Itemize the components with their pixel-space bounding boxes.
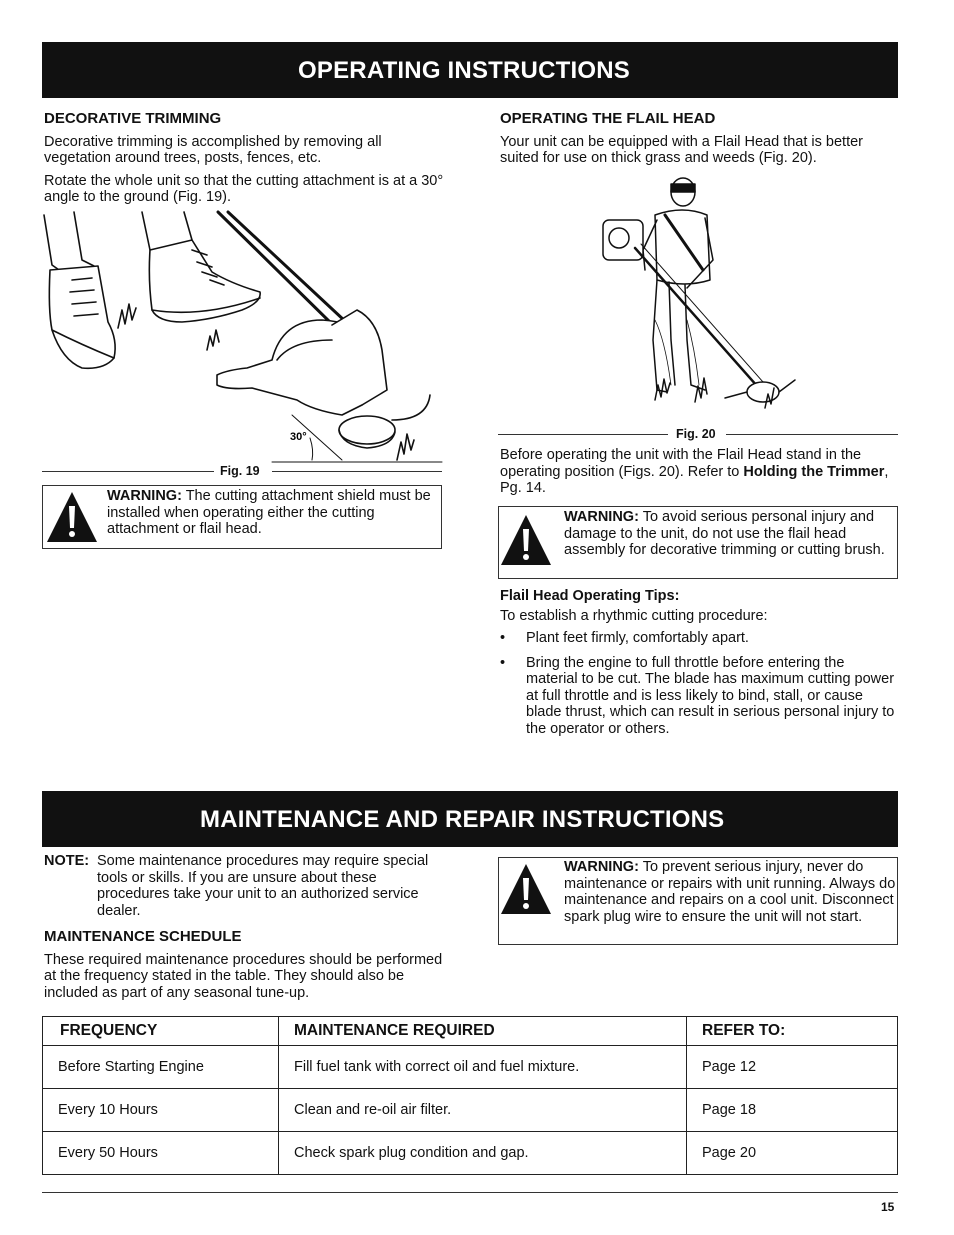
cell-maintenance: Check spark plug condition and gap.: [279, 1132, 687, 1175]
flail-warning-box: [498, 506, 898, 579]
warning-label: WARNING:: [564, 509, 639, 525]
note-text: Some maintenance procedures may require special tools or skills. If you are unsure about these procedures take your unit to an authorized service dealer.: [97, 853, 429, 919]
warning-icon: [499, 513, 553, 567]
cell-frequency: Every 50 Hours: [43, 1132, 279, 1175]
warning-label: WARNING:: [107, 488, 182, 504]
operating-title: OPERATING INSTRUCTIONS: [298, 57, 630, 84]
list-item: • Bring the engine to full throttle before entering the material to be cut. The blade has maximum cutting power at full throttle and is less likely to bind, stall, or cause blade thrust, which can result in serious personal injury to the operator or others.: [500, 655, 898, 738]
schedule-heading: MAINTENANCE SCHEDULE: [44, 928, 242, 945]
fig-20-caption: Fig. 20: [676, 427, 716, 441]
flail-tips-intro: To establish a rhythmic cutting procedure:: [500, 607, 768, 624]
decorative-paragraph-1: Decorative trimming is accomplished by removing all vegetation around trees, posts, fences, etc.: [44, 133, 382, 166]
fig-19-rule-left: [42, 471, 214, 472]
flail-tips-list: [500, 630, 898, 737]
table-header-row: [43, 1017, 898, 1046]
flail-p2-start: Before operating the unit with the Flail Head stand in the operating position (Figs. 20). Refer to: [500, 447, 862, 480]
table-row: [43, 1089, 898, 1132]
maintenance-title: MAINTENANCE AND REPAIR INSTRUCTIONS: [200, 806, 725, 833]
fig-19-angle-label: 30°: [290, 431, 307, 443]
decorative-section: [44, 111, 444, 212]
maintenance-left-column: [44, 853, 444, 1007]
decorative-paragraph-2: Rotate the whole unit so that the cutting attachment is at a 30° angle to the ground (Fig. 19).: [44, 172, 444, 205]
warning-icon: [499, 862, 553, 916]
list-item: • Plant feet firmly, comfortably apart.: [500, 630, 898, 647]
fig-19-rule-right: [272, 471, 442, 472]
flail-p2-end: , Pg. 14.: [500, 463, 889, 496]
cell-frequency: Before Starting Engine: [43, 1046, 279, 1089]
fig-20-rule-right: [726, 434, 898, 435]
decorative-heading: DECORATIVE TRIMMING: [44, 110, 222, 127]
cell-maintenance: Fill fuel tank with correct oil and fuel mixture.: [279, 1046, 687, 1089]
cell-frequency: Every 10 Hours: [43, 1089, 279, 1132]
fig-19-caption: Fig. 19: [220, 464, 260, 478]
maintenance-note: [44, 853, 444, 919]
table-row: [43, 1046, 898, 1089]
flail-paragraph-1: Your unit can be equipped with a Flail Head that is better suited for use on thick grass and weeds (Fig. 20).: [500, 133, 864, 166]
maintenance-table: [42, 1016, 898, 1175]
maintenance-warning-box: [498, 857, 898, 945]
header-refer: REFER TO:: [687, 1017, 898, 1046]
shield-warning-text: [107, 488, 439, 538]
flail-tips-section: [500, 588, 898, 745]
warning-body: The cutting attachment shield must be installed when operating either the cutting attachment or flail head.: [107, 488, 431, 537]
fig-19-illustration: [42, 210, 444, 465]
header-frequency: FREQUENCY: [43, 1017, 279, 1046]
cell-refer: Page 12: [687, 1046, 898, 1089]
flail-tips-heading: Flail Head Operating Tips:: [500, 588, 680, 604]
cell-maintenance: Clean and re-oil air filter.: [279, 1089, 687, 1132]
holding-trimmer-ref: Holding the Trimmer: [743, 463, 885, 480]
cell-refer: Page 18: [687, 1089, 898, 1132]
shield-warning-box: [42, 485, 442, 549]
warning-body: To avoid serious personal injury and damage to the unit, do not use the flail head assembly for decorative trimming or cutting brush.: [564, 509, 885, 558]
maintenance-banner: [42, 791, 898, 847]
warning-body: To prevent serious injury, never do maintenance or repairs with unit running. Always do maintenance and repairs on a cool unit. Disconnect spark plug wire to ensure the unit will not start.: [564, 859, 896, 925]
flail-section: [500, 111, 900, 173]
warning-icon: [45, 490, 99, 544]
footer-rule: [42, 1192, 898, 1193]
table-row: [43, 1132, 898, 1175]
schedule-paragraph: These required maintenance procedures should be performed at the frequency stated in the table. They should also be included as part of any seasonal tune-up.: [44, 951, 443, 1001]
fig-20-rule-left: [498, 434, 668, 435]
header-maintenance: MAINTENANCE REQUIRED: [279, 1017, 687, 1046]
operating-banner: [42, 42, 898, 98]
note-label: NOTE:: [44, 853, 90, 869]
cell-refer: Page 20: [687, 1132, 898, 1175]
flail-operating-paragraph: [500, 447, 898, 503]
page-number: 15: [881, 1200, 895, 1214]
flail-warning-text: [564, 509, 894, 559]
maintenance-warning-text: [564, 859, 898, 925]
flail-heading: OPERATING THE FLAIL HEAD: [500, 110, 716, 127]
fig-20-illustration: [595, 170, 800, 420]
warning-label: WARNING:: [564, 859, 639, 875]
